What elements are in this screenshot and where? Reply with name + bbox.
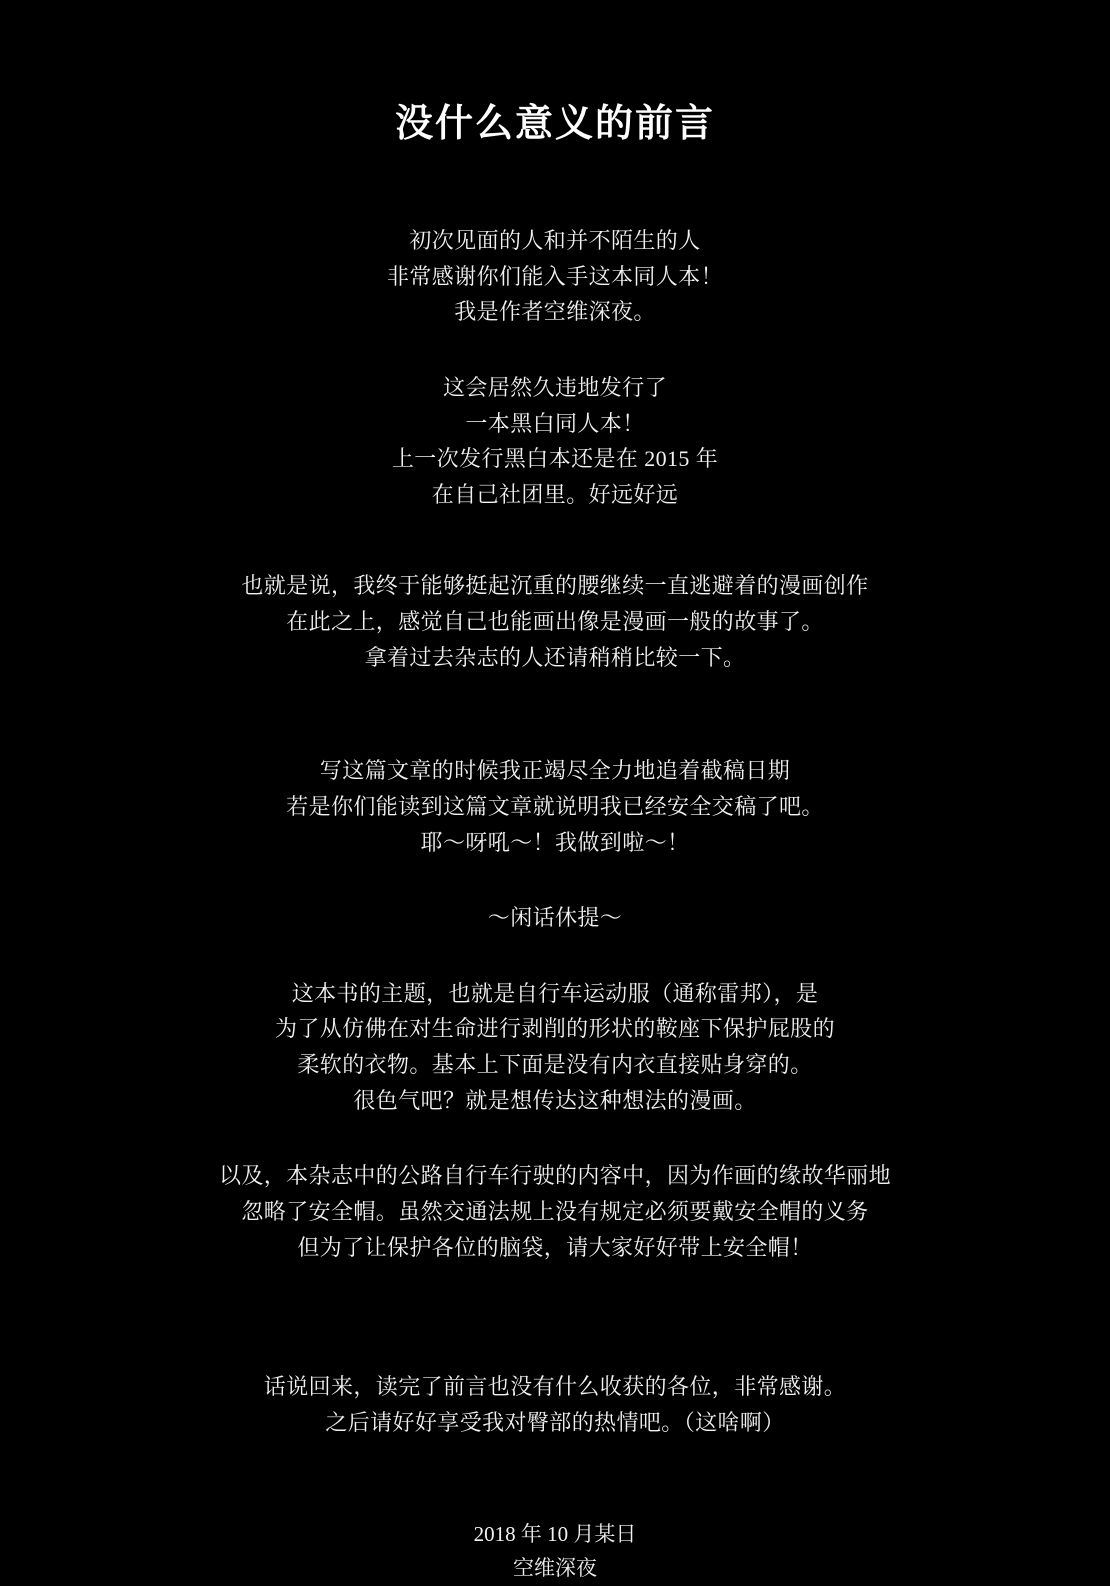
text-line: 但为了让保护各位的脑袋，请大家好好带上安全帽！ — [297, 1234, 813, 1260]
section-spacer — [0, 512, 1110, 568]
text-line: 若是你们能读到这篇文章就说明我已经安全交稿了吧。 — [286, 793, 824, 819]
section-spacer — [0, 675, 1110, 753]
text-line: 在自己社团里。好远好远 — [431, 481, 679, 507]
section-spacer — [0, 936, 1110, 976]
section-theme — [0, 976, 1110, 1119]
text-line: 我是作者空维深夜。 — [454, 299, 656, 325]
text-line: 写这篇文章的时候我正竭尽全力地追着截稿日期 — [319, 758, 791, 784]
text-line: 为了从仿佛在对生命进行剥削的形状的鞍座下保护屁股的 — [274, 1016, 835, 1042]
signature-date: 2018 年 10 月某日 — [473, 1522, 637, 1547]
text-line: 初次见面的人和并不陌生的人 — [409, 228, 701, 253]
section-spacer — [0, 1118, 1110, 1158]
text-line: 话说回来，读完了前言也没有什么收获的各位，非常感谢。 — [263, 1374, 847, 1400]
signature-author: 空维深夜 — [513, 1555, 597, 1580]
section-spacer — [0, 1343, 1110, 1369]
text-line: 忽略了安全帽。虽然交通法规上没有规定必须要戴安全帽的义务 — [241, 1198, 869, 1224]
title-spacer — [0, 147, 1110, 223]
text-line: 也就是说，我终于能够挺起沉重的腰继续一直逃避着的漫画创作 — [241, 573, 869, 599]
section-monochrome — [0, 370, 1110, 513]
page-title: 没什么意义的前言 — [394, 101, 715, 145]
text-line: 以及，本杂志中的公路自行车行驶的内容中，因为作画的缘故华丽地 — [218, 1163, 891, 1189]
section-aside — [0, 900, 1110, 936]
section-manga-creation — [0, 568, 1110, 675]
text-line: 耶～呀吼～！我做到啦～！ — [420, 829, 690, 855]
section-helmet — [0, 1158, 1110, 1265]
section-spacer — [0, 860, 1110, 900]
text-line: ～闲话休提～ — [487, 905, 623, 931]
section-greeting — [0, 223, 1110, 330]
text-line: 这会居然久违地发行了 — [442, 374, 667, 400]
section-closing — [0, 1369, 1110, 1440]
text-line: 这本书的主题，也就是自行车运动服（通称雷邦），是 — [291, 980, 819, 1006]
text-line: 拿着过去杂志的人还请稍稍比较一下。 — [364, 644, 746, 670]
text-line: 一本黑白同人本！ — [465, 410, 645, 436]
section-deadline — [0, 753, 1110, 860]
signature-spacer — [0, 1440, 1110, 1518]
section-spacer — [0, 330, 1110, 370]
text-line: 在此之上，感觉自己也能画出像是漫画一般的故事了。 — [286, 609, 824, 634]
text-line: 非常感谢你们能入手这本同人本！ — [386, 263, 723, 289]
text-line: 很色气吧？就是想传达这种想法的漫画。 — [353, 1087, 757, 1113]
signature-block — [0, 1518, 1110, 1585]
text-line: 柔软的衣物。基本上下面是没有内衣直接贴身穿的。 — [297, 1052, 813, 1077]
section-spacer — [0, 1265, 1110, 1343]
text-line: 之后请好好享受我对臀部的热情吧。（这啥啊） — [325, 1409, 785, 1435]
text-line: 上一次发行黑白本还是在 2015 年 — [391, 446, 719, 472]
